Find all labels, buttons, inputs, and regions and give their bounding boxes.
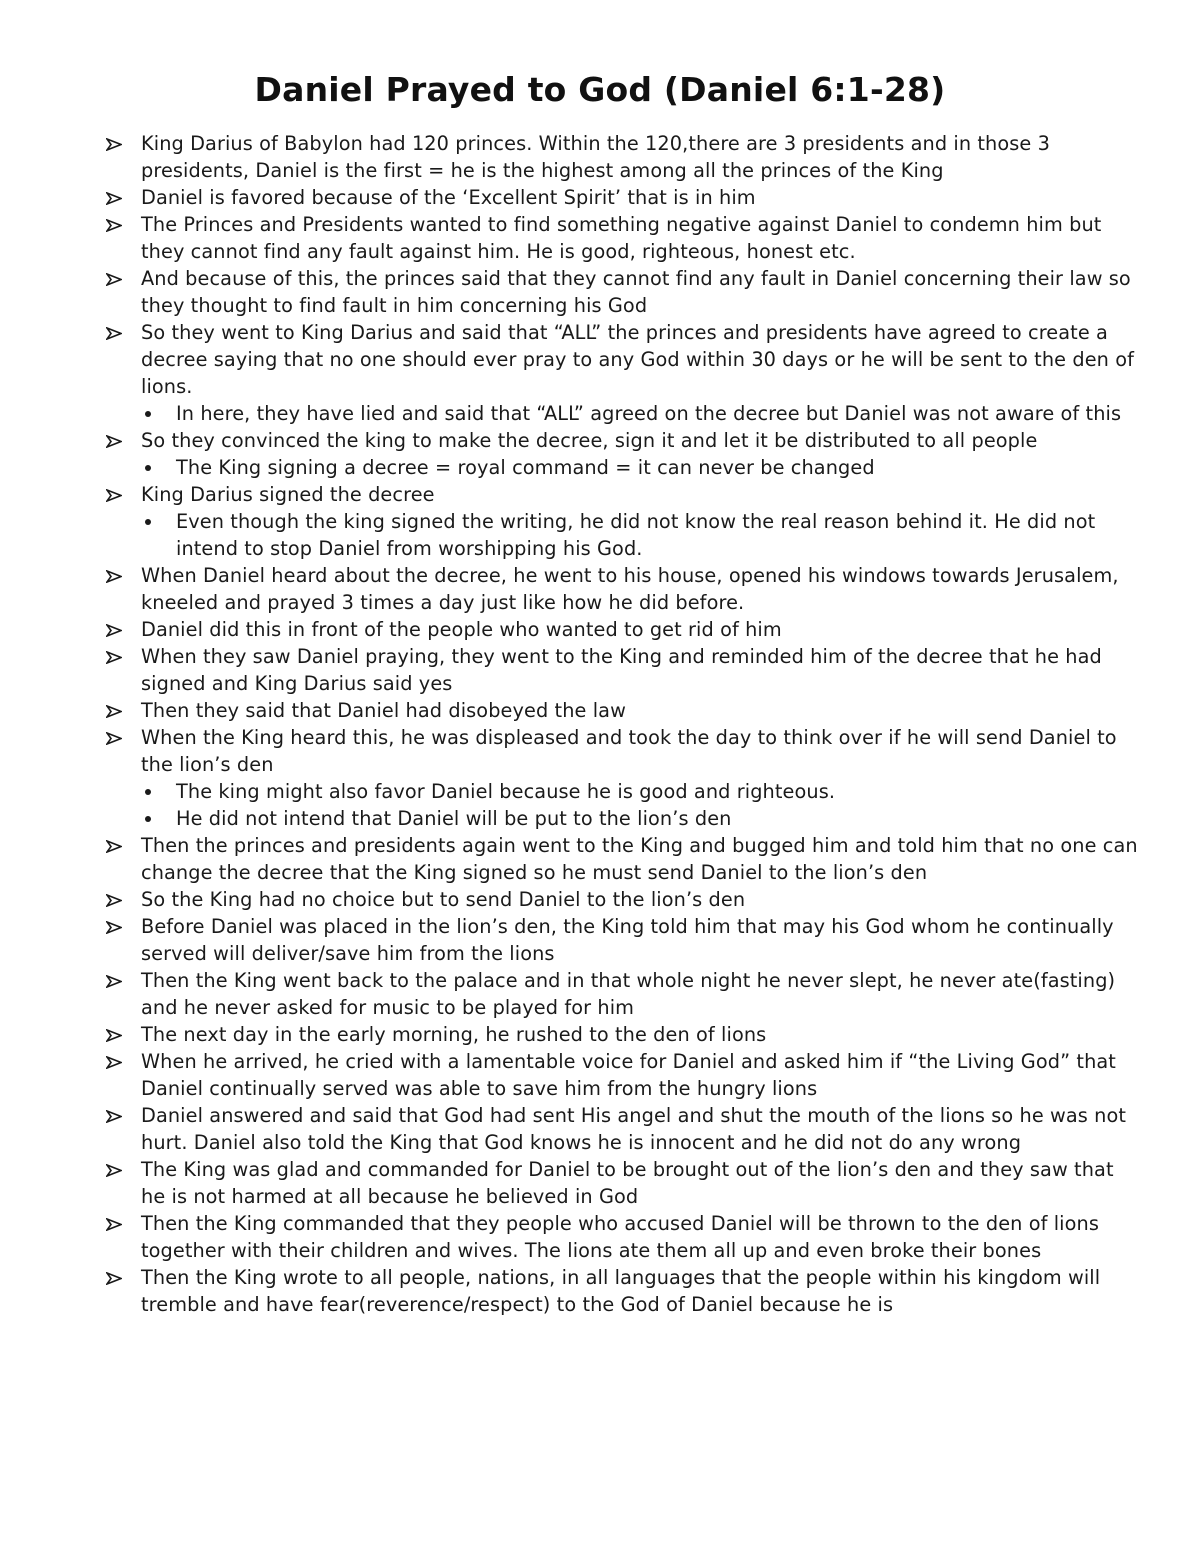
list-item-text: Then the King went back to the palace and in that whole night he never slept, he never ate(fasting) and he never asked for music to be played for him xyxy=(141,969,1116,1019)
arrowhead-bullet-icon xyxy=(104,1156,126,1183)
list-item-text: So they went to King Darius and said that “ALL” the princes and presidents have agreed to create a decree saying that no one should ever pray to any God within 30 days or he will be sent to the den of lions. xyxy=(141,321,1134,398)
list-item xyxy=(104,1048,1144,1102)
sub-list-item xyxy=(104,805,1144,832)
arrowhead-bullet-icon xyxy=(104,184,126,211)
list-item-text: King Darius of Babylon had 120 princes. Within the 120,there are 3 presidents and in those 3 presidents, Daniel is the first = he is the highest among all the princes of the King xyxy=(141,132,1050,182)
arrowhead-bullet-icon xyxy=(104,319,126,346)
list-item xyxy=(104,562,1144,616)
arrowhead-bullet-icon xyxy=(104,481,126,508)
list-item xyxy=(104,1156,1144,1210)
arrowhead-bullet-icon xyxy=(104,643,126,670)
list-item xyxy=(104,481,1144,508)
list-item-text: In here, they have lied and said that “ALL” agreed on the decree but Daniel was not aware of this xyxy=(176,402,1122,425)
dot-bullet-icon xyxy=(145,789,151,795)
list-item xyxy=(104,643,1144,697)
list-item-text: The Princes and Presidents wanted to find something negative against Daniel to condemn him but they cannot find any fault against him. He is good, righteous, honest etc. xyxy=(141,213,1102,263)
sub-list-item xyxy=(104,454,1144,481)
list-item-text: The King signing a decree = royal command = it can never be changed xyxy=(176,456,875,479)
list-item-text: Daniel did this in front of the people who wanted to get rid of him xyxy=(141,618,782,641)
list-item-text: When the King heard this, he was displeased and took the day to think over if he will send Daniel to the lion’s den xyxy=(141,726,1117,776)
list-item xyxy=(104,1210,1144,1264)
arrowhead-bullet-icon xyxy=(104,832,126,859)
arrowhead-bullet-icon xyxy=(104,1102,126,1129)
list-item-text: Then they said that Daniel had disobeyed the law xyxy=(141,699,626,722)
dot-bullet-icon xyxy=(145,816,151,822)
dot-bullet-icon xyxy=(145,465,151,471)
list-item-text: And because of this, the princes said that they cannot find any fault in Daniel concerning their law so they thought to find fault in him concerning his God xyxy=(141,267,1131,317)
arrowhead-bullet-icon xyxy=(104,1021,126,1048)
arrowhead-bullet-icon xyxy=(104,427,126,454)
list-item xyxy=(104,1021,1144,1048)
arrowhead-bullet-icon xyxy=(104,265,126,292)
arrowhead-bullet-icon xyxy=(104,886,126,913)
arrowhead-bullet-icon xyxy=(104,616,126,643)
list-item xyxy=(104,1102,1144,1156)
list-item xyxy=(104,886,1144,913)
list-item xyxy=(104,130,1144,184)
list-item xyxy=(104,913,1144,967)
arrowhead-bullet-icon xyxy=(104,724,126,751)
list-item xyxy=(104,211,1144,265)
arrowhead-bullet-icon xyxy=(104,1048,126,1075)
dot-bullet-icon xyxy=(145,411,151,417)
list-item-text: Daniel answered and said that God had sent His angel and shut the mouth of the lions so he was not hurt. Daniel also told the King that God knows he is innocent and he did not do any wrong xyxy=(141,1104,1127,1154)
arrowhead-bullet-icon xyxy=(104,913,126,940)
arrowhead-bullet-icon xyxy=(104,1210,126,1237)
list-item-text: When Daniel heard about the decree, he went to his house, opened his windows towards Jerusalem, kneeled and prayed 3 times a day just like how he did before. xyxy=(141,564,1119,614)
list-item-text: When he arrived, he cried with a lamentable voice for Daniel and asked him if “the Living God” that Daniel continually served was able to save him from the hungry lions xyxy=(141,1050,1116,1100)
list-item-text: The king might also favor Daniel because he is good and righteous. xyxy=(176,780,836,803)
list-item-text: The King was glad and commanded for Daniel to be brought out of the lion’s den and they saw that he is not harmed at all because he believed in God xyxy=(141,1158,1114,1208)
page-title: Daniel Prayed to God (Daniel 6:1-28) xyxy=(254,70,946,109)
arrowhead-bullet-icon xyxy=(104,562,126,589)
list-item-text: Before Daniel was placed in the lion’s den, the King told him that may his God whom he continually served will deliver/save him from the lions xyxy=(141,915,1114,965)
list-item xyxy=(104,184,1144,211)
list-item-text: The next day in the early morning, he rushed to the den of lions xyxy=(141,1023,767,1046)
list-item-text: Even though the king signed the writing, he did not know the real reason behind it. He did not intend to stop Daniel from worshipping his God. xyxy=(176,510,1096,560)
list-item xyxy=(104,427,1144,454)
sub-list-item xyxy=(104,508,1144,562)
list-item xyxy=(104,265,1144,319)
dot-bullet-icon xyxy=(145,519,151,525)
list-item-text: So they convinced the king to make the decree, sign it and let it be distributed to all people xyxy=(141,429,1038,452)
list-item-text: So the King had no choice but to send Daniel to the lion’s den xyxy=(141,888,746,911)
list-item xyxy=(104,724,1144,778)
arrowhead-bullet-icon xyxy=(104,130,126,157)
list-item-text: Then the King commanded that they people who accused Daniel will be thrown to the den of lions together with their children and wives. The lions ate them all up and even broke their bones xyxy=(141,1212,1100,1262)
list-item xyxy=(104,319,1144,400)
bullet-list xyxy=(104,130,1144,1318)
list-item xyxy=(104,616,1144,643)
list-item-text: Then the King wrote to all people, nations, in all languages that the people within his kingdom will tremble and have fear(reverence/respect) to the God of Daniel because he is xyxy=(141,1266,1101,1316)
list-item xyxy=(104,1264,1144,1318)
list-item xyxy=(104,967,1144,1021)
arrowhead-bullet-icon xyxy=(104,1264,126,1291)
arrowhead-bullet-icon xyxy=(104,697,126,724)
list-item-text: Then the princes and presidents again went to the King and bugged him and told him that no one can change the decree that the King signed so he must send Daniel to the lion’s den xyxy=(141,834,1138,884)
arrowhead-bullet-icon xyxy=(104,967,126,994)
list-item xyxy=(104,832,1144,886)
sub-list-item xyxy=(104,778,1144,805)
sub-list-item xyxy=(104,400,1144,427)
list-item-text: When they saw Daniel praying, they went to the King and reminded him of the decree that he had signed and King Darius said yes xyxy=(141,645,1102,695)
arrowhead-bullet-icon xyxy=(104,211,126,238)
list-item xyxy=(104,697,1144,724)
list-item-text: He did not intend that Daniel will be put to the lion’s den xyxy=(176,807,732,830)
list-item-text: Daniel is favored because of the ‘Excellent Spirit’ that is in him xyxy=(141,186,756,209)
list-item-text: King Darius signed the decree xyxy=(141,483,435,506)
